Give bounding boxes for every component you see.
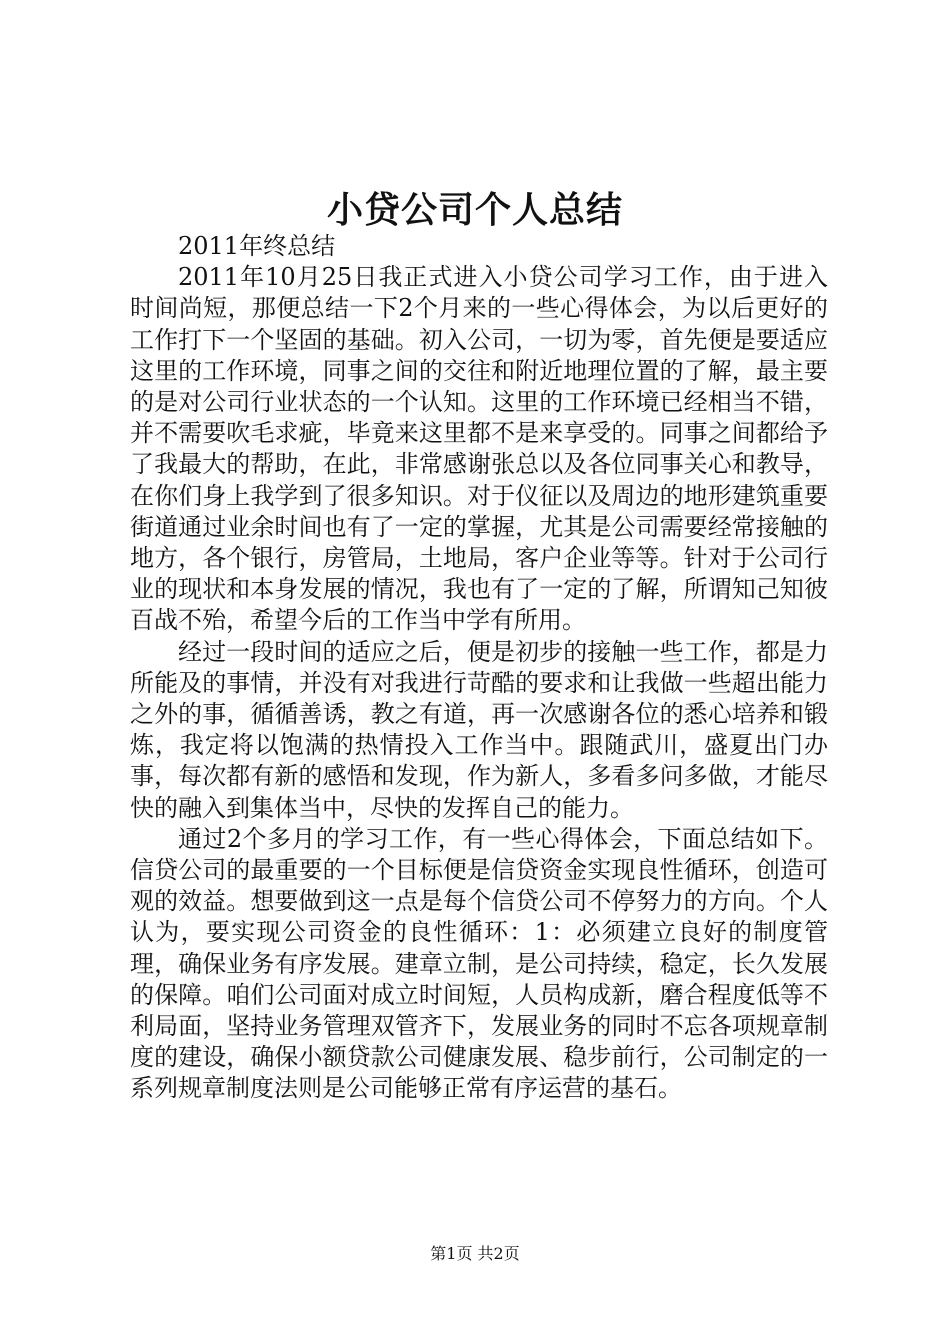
page-number-footer: 第1页 共2页 — [430, 1244, 520, 1263]
paragraph: 经过一段时间的适应之后，便是初步的接触一些工作，都是力所能及的事情，并没有对我进行苛酷的要求和让我做一些超出能力之外的事，循循善诱，教之有道，再一次感谢各位的悉心培养和锻炼，我定将以饱满的热情投入工作当中。跟随武川，盛夏出门办事，每次都有新的感悟和发现，作为新人，多看多问多做，才能尽快的融入到集体当中，尽快的发挥自己的能力。 — [130, 637, 828, 822]
document-title: 小贷公司个人总结 — [326, 189, 623, 231]
document-body — [130, 231, 828, 1105]
paragraph-heading: 2011年终总结 — [178, 232, 336, 260]
paragraph: 2011年10月25日我正式进入小贷公司学习工作，由于进入时间尚短，那便总结一下2个月来的一些心得体会，为以后更好的工作打下一个坚固的基础。初入公司，一切为零，首先便是要适应这里的工作环境，同事之间的交往和附近地理位置的了解，最主要的是对公司行业状态的一个认知。这里的工作环境已经相当不错，并不需要吹毛求疵，毕竟来这里都不是来享受的。同事之间都给予了我最大的帮助，在此，非常感谢张总以及各位同事关心和教导，在你们身上我学到了很多知识。对于仪征以及周边的地形建筑重要街道通过业余时间也有了一定的掌握，尤其是公司需要经常接触的地方，各个银行，房管局，土地局，客户企业等等。针对于公司行业的现状和本身发展的情况，我也有了一定的了解，所谓知己知彼百战不殆，希望今后的工作当中学有所用。 — [130, 263, 828, 635]
paragraph: 通过2个多月的学习工作，有一些心得体会，下面总结如下。信贷公司的最重要的一个目标便是信贷资金实现良性循环，创造可观的效益。想要做到这一点是每个信贷公司不停努力的方向。个人认为，要实现公司资金的良性循环：1：必须建立良好的制度管理，确保业务有序发展。建章立制，是公司持续，稳定，长久发展的保障。咱们公司面对成立时间短，人员构成新，磨合程度低等不利局面，坚持业务管理双管齐下，发展业务的同时不忘各项规章制度的建设，确保小额贷款公司健康发展、稳步前行，公司制定的一系列规章制度法则是公司能够正常有序运营的基石。 — [130, 824, 828, 1103]
